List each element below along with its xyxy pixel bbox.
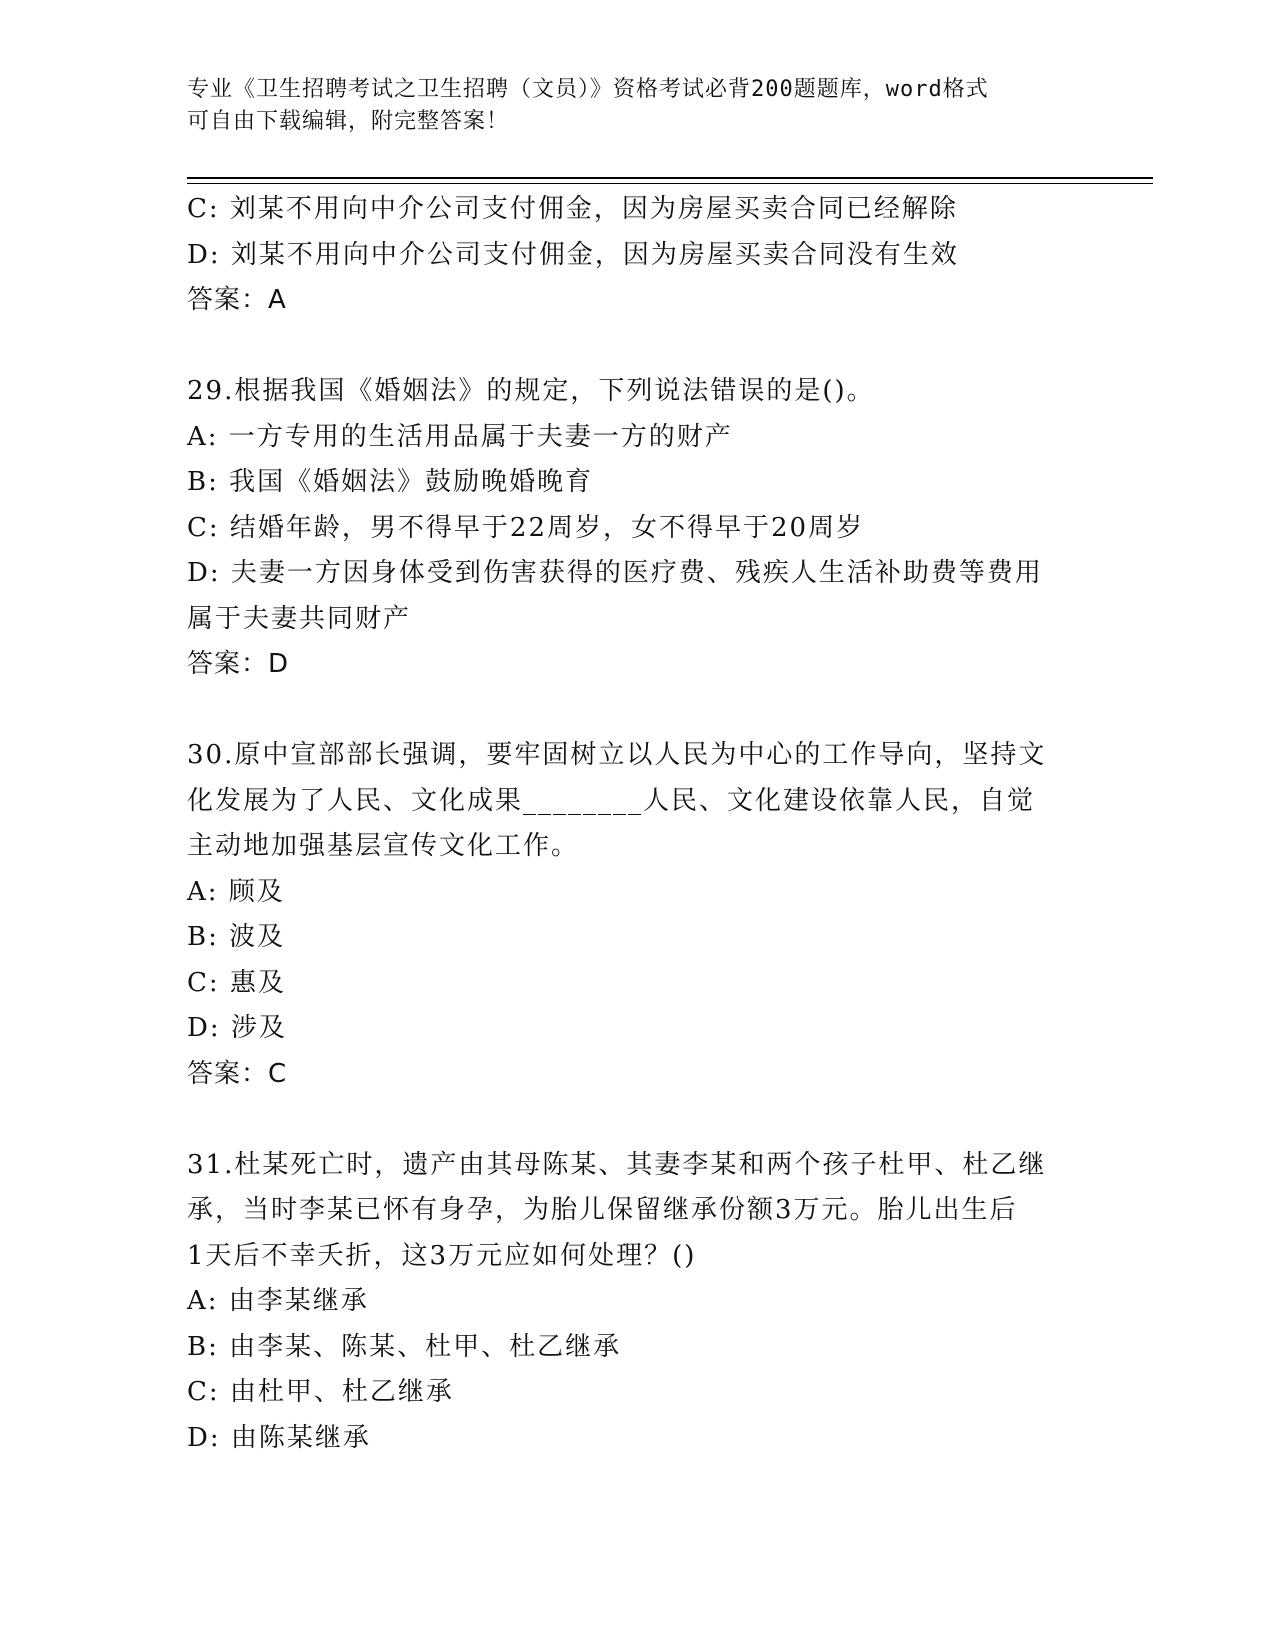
question-stem-continued: 化发展为了人民、文化成果________人民、文化建设依靠人民，自觉 [187,785,1036,816]
question-31 [187,1143,1087,1462]
option-d: D: 由陈某继承 [187,1422,371,1453]
answer: 答案：C [187,1058,288,1089]
answer: 答案：D [187,649,290,679]
question-30 [187,733,1087,1097]
header-rule-thick [187,177,1153,179]
page-header [187,74,1067,138]
option-b: B: 我国《婚姻法》鼓励晚婚晚育 [187,467,594,497]
option-d: D: 夫妻一方因身体受到伤害获得的医疗费、残疾人生活补助费等费用 [187,558,1043,588]
option-c: C: 由杜甲、杜乙继承 [187,1377,454,1407]
option-c: C: 刘某不用向中介公司支付佣金，因为房屋买卖合同已经解除 [187,194,958,224]
option-c: C: 结婚年龄，男不得早于22周岁，女不得早于20周岁 [187,512,865,543]
option-c: C: 惠及 [187,967,286,998]
option-b: B: 波及 [187,922,286,952]
question-28-tail [187,187,1087,324]
question-stem: 31.杜某死亡时，遗产由其母陈某、其妻李某和两个孩子杜甲、杜乙继 [187,1149,1047,1180]
question-stem: 29.根据我国《婚姻法》的规定，下列说法错误的是()。 [187,376,875,406]
option-a: A: 顾及 [187,876,285,907]
option-d-continued: 属于夫妻共同财产 [187,603,412,634]
question-list [187,187,1087,1461]
option-d: D: 刘某不用向中介公司支付佣金，因为房屋买卖合同没有生效 [187,239,959,270]
option-b: B: 由李某、陈某、杜甲、杜乙继承 [187,1331,622,1362]
option-a: A: 一方专用的生活用品属于夫妻一方的财产 [187,421,733,452]
question-29 [187,369,1087,688]
question-stem: 30.原中宣部部长强调，要牢固树立以人民为中心的工作导向，坚持文 [187,740,1047,770]
answer: 答案：A [187,285,287,315]
option-d: D: 涉及 [187,1013,287,1043]
option-a: A: 由李某继承 [187,1286,369,1316]
header-rule-thin [187,183,1153,184]
question-stem-continued: 主动地加强基层宣传文化工作。 [187,831,580,861]
question-stem-continued: 1天后不幸夭折，这3万元应如何处理？() [187,1240,697,1271]
question-stem-continued: 承，当时李某已怀有身孕，为胎儿保留继承份额3万元。胎儿出生后 [187,1195,1018,1225]
header-title-line-2: 可自由下载编辑，附完整答案！ [187,109,510,134]
header-title-line-1: 专业《卫生招聘考试之卫生招聘（文员）》资格考试必背200题题库，word格式 [187,77,989,102]
